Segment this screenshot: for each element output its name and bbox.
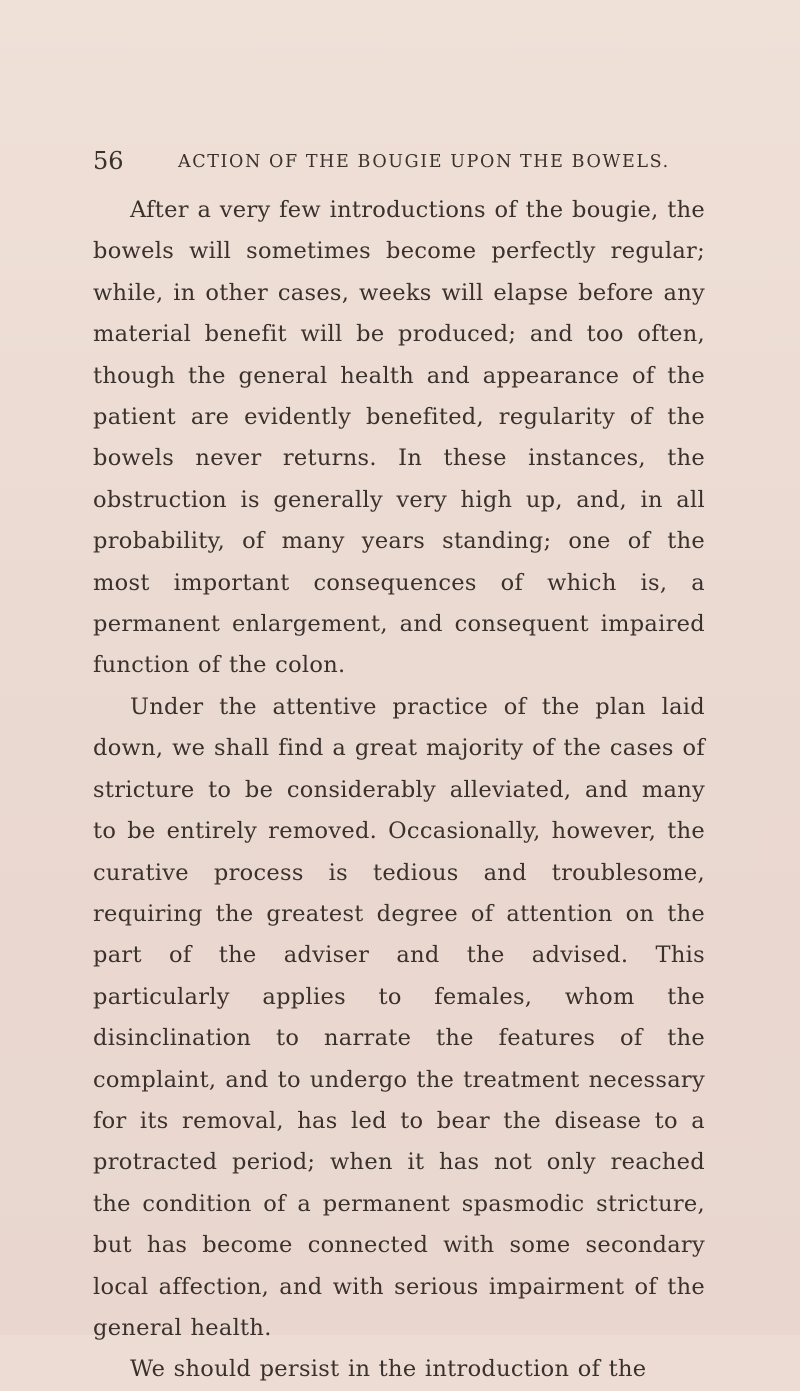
page-header	[93, 146, 733, 176]
running-head: ACTION OF THE BOUGIE UPON THE BOWELS.	[178, 152, 670, 172]
page-number: 56	[93, 147, 124, 175]
paragraph: Under the attentive practice of the plan laid down, we shall find a great majority of the cases of stricture to be considerably alleviated, and many to be entirely removed. Occasionally, however, the curative process is tedious and troublesome, requiring the greatest degree of attention on the part of the adviser and the advised. This particularly applies to females, whom the disinclination to narrate the features of the complaint, and to undergo the treatment necessary for its removal, has led to bear the disease to a protracted period; when it has not only reached the condition of a permanent spasmodic stricture, but has become connected with some secondary local affection, and with serious impairment of the general health.	[93, 693, 705, 1341]
paragraph: After a very few introductions of the bougie, the bowels will sometimes become perfectly regular; while, in other cases, weeks will elapse before any material benefit will be produced; and too often, though the general health and appearance of the patient are evidently benefited, regularity of the bowels never returns. In these instances, the obstruction is generally very high up, and, in all probability, of many years standing; one of the most important consequences of which is, a permanent enlargement, and consequent impaired function of the colon.	[93, 197, 705, 679]
body-text	[93, 190, 705, 1391]
paragraph: We should persist in the introduction of the	[130, 1356, 647, 1383]
